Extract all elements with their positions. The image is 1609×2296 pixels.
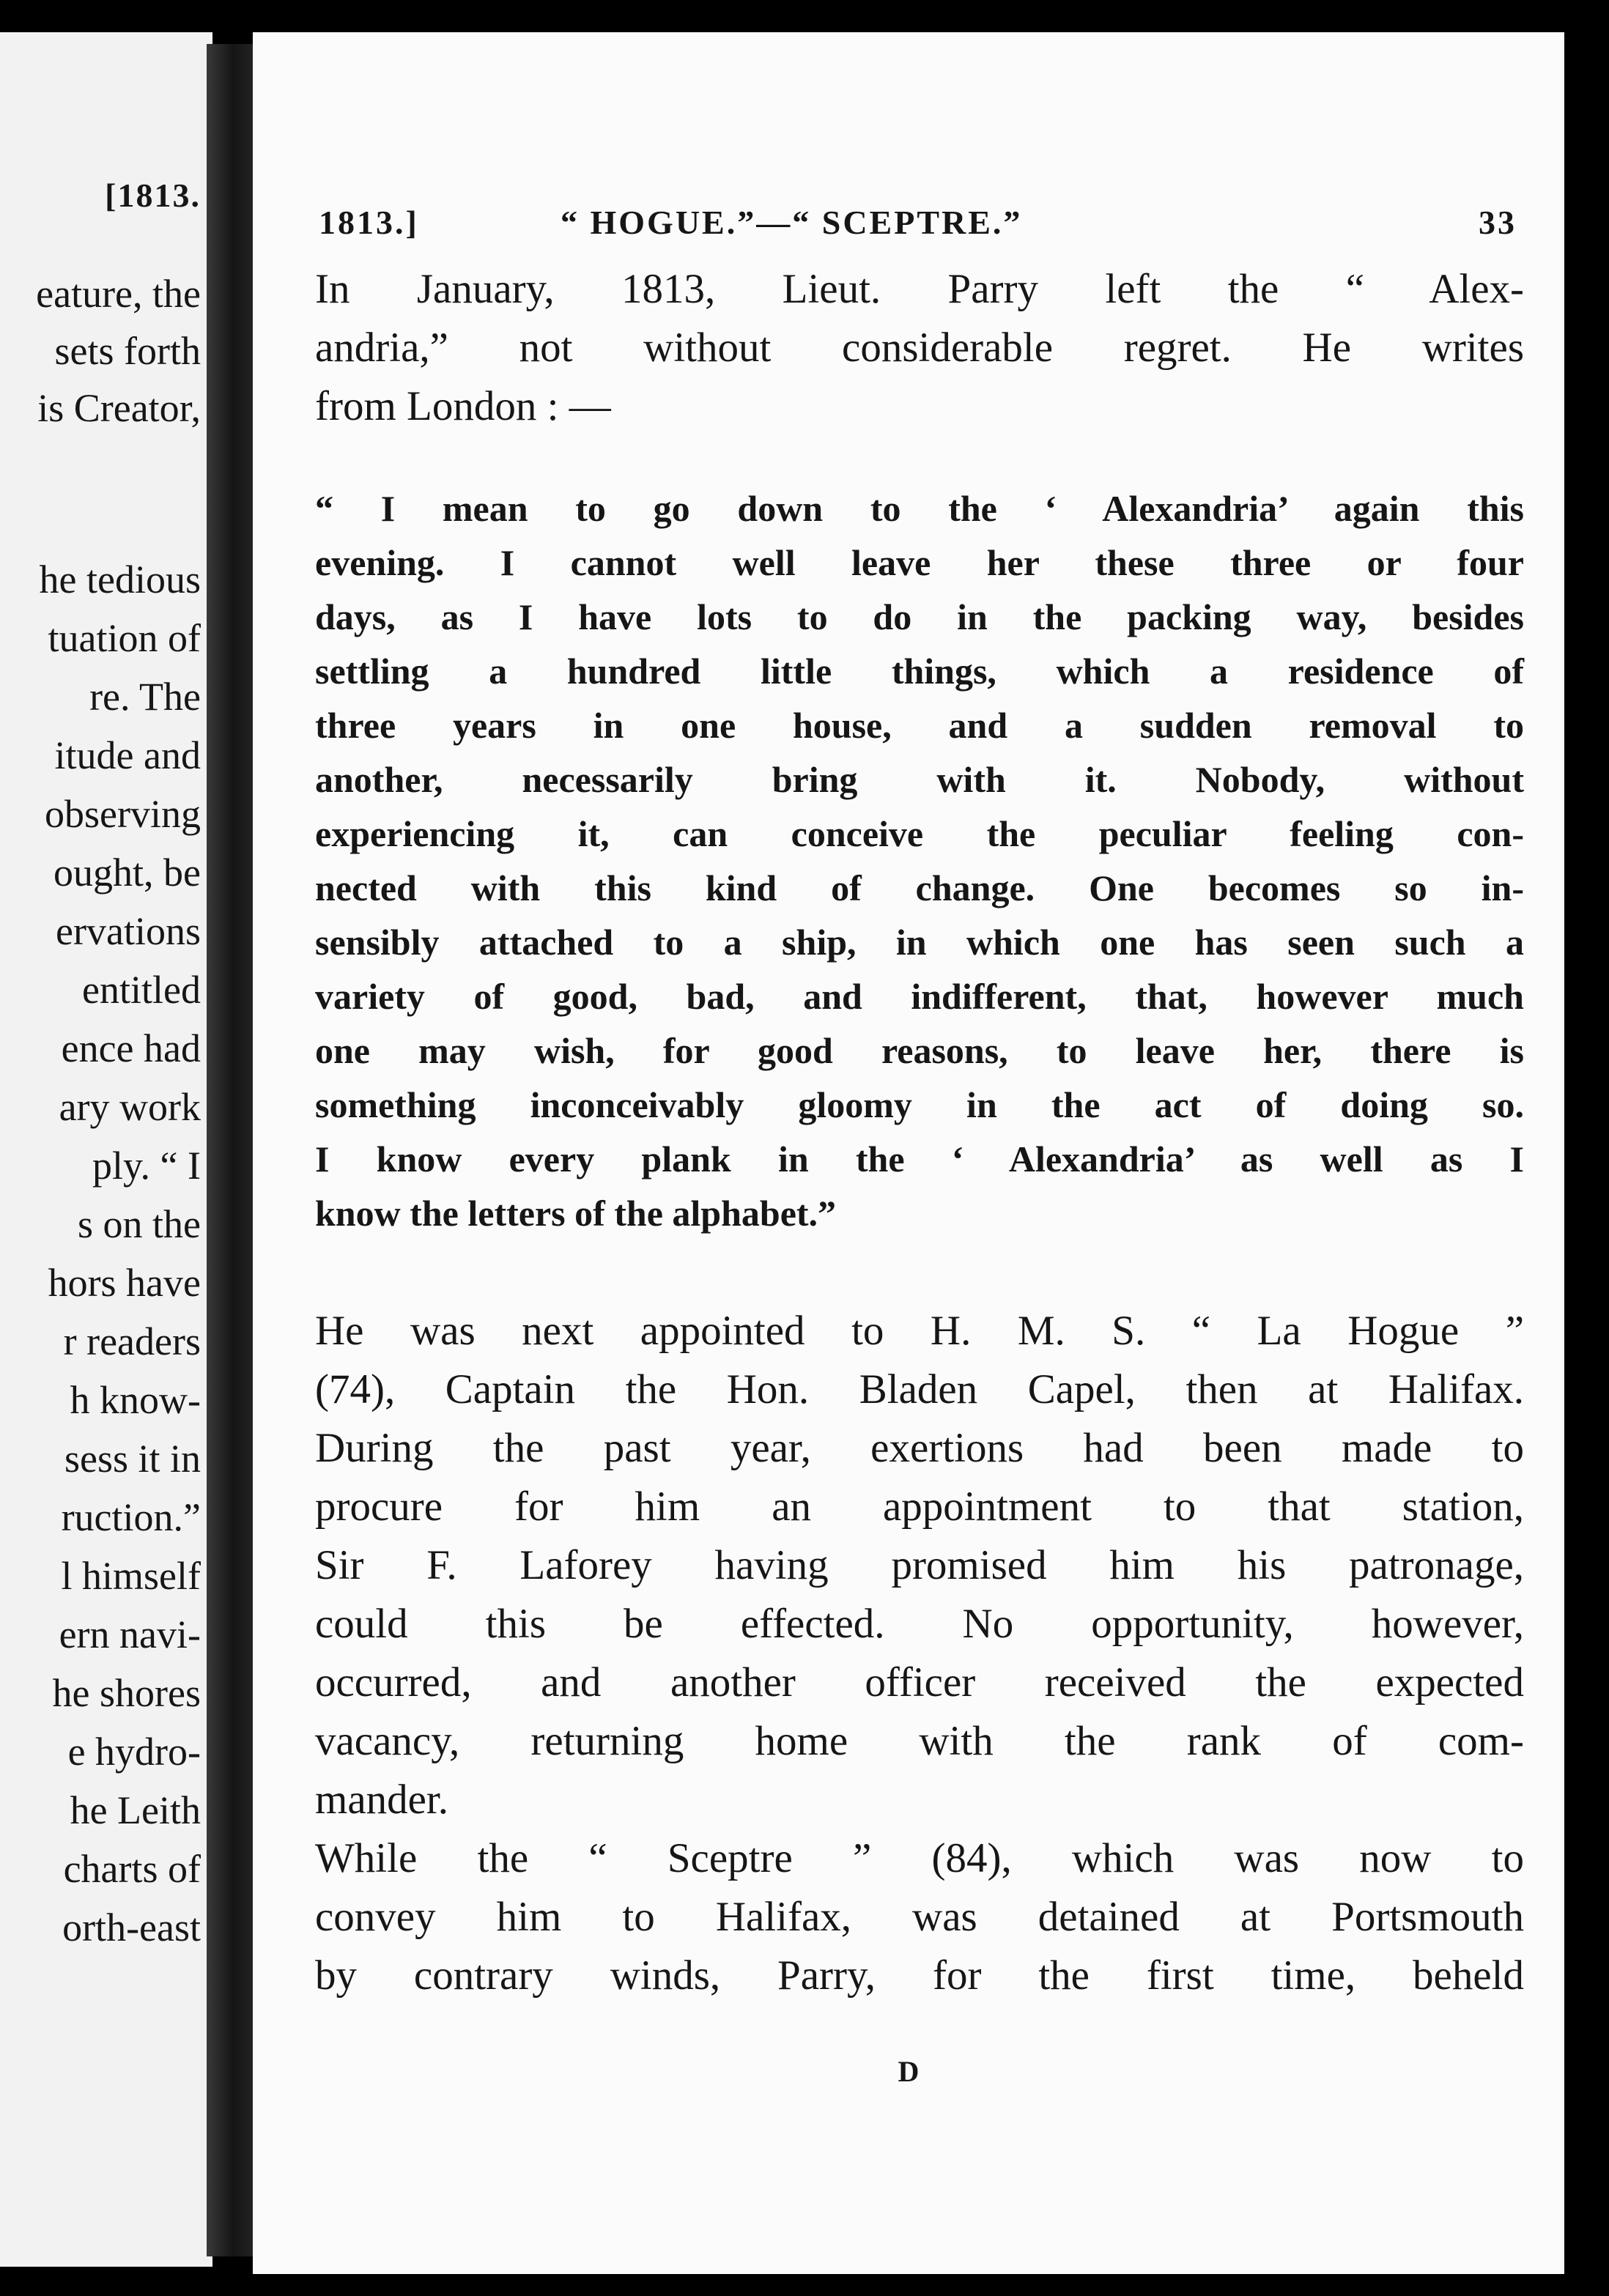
quote-line: know the letters of the alphabet.”: [315, 1193, 837, 1234]
left-line: he tedious: [39, 558, 201, 601]
text-line: Sir F. Laforey having promised him his patronage,: [315, 1542, 1524, 1588]
left-line: h know-: [70, 1378, 201, 1422]
left-line: ply. “ I: [92, 1144, 201, 1188]
left-line: sets forth: [54, 329, 201, 373]
left-line: charts of: [63, 1847, 201, 1891]
text-line: He was next appointed to H. M. S. “ La Hogue ”: [315, 1308, 1524, 1354]
left-line: ervations: [56, 909, 201, 953]
left-line: ought, be: [53, 851, 201, 895]
left-line: re. The: [89, 675, 201, 719]
left-line: r readers: [63, 1319, 201, 1363]
quote-line: another, necessarily bring with it. Nobody, without: [315, 759, 1524, 800]
quote-line: nected with this kind of change. One becomes so in-: [315, 867, 1524, 908]
quote-line: variety of good, bad, and indifferent, that, however much: [315, 976, 1524, 1017]
left-line: is Creator,: [37, 386, 201, 430]
text-line: by contrary winds, Parry, for the first time, beheld: [315, 1952, 1524, 1999]
left-line: s on the: [78, 1202, 201, 1246]
quote-line: settling a hundred little things, which a residence of: [315, 651, 1524, 692]
quote-line: days, as I have lots to do in the packing way, besides: [315, 596, 1524, 637]
text-line: convey him to Halifax, was detained at Portsmouth: [315, 1894, 1524, 1940]
text-line: During the past year, exertions had been made to: [315, 1425, 1524, 1471]
quote-line: one may wish, for good reasons, to leave her, there is: [315, 1030, 1524, 1071]
left-line: observing: [45, 792, 201, 836]
left-line: itude and: [54, 733, 201, 777]
left-page-fragment: [0, 32, 212, 2267]
text-line: In January, 1813, Lieut. Parry left the “ Alex-: [315, 266, 1524, 312]
left-line: ruction.”: [61, 1495, 201, 1539]
quote-line: I know every plank in the ‘ Alexandria’ as well as I: [315, 1138, 1524, 1180]
page-number: 33: [1479, 204, 1517, 241]
left-line: l himself: [61, 1554, 201, 1598]
quote-line: “ I mean to go down to the ‘ Alexandria’ again this: [315, 488, 1524, 529]
left-line: ary work: [59, 1085, 201, 1129]
quote-line: experiencing it, can conceive the peculiar feeling con-: [315, 813, 1524, 854]
left-line: eature, the: [36, 272, 201, 316]
text-line: andria,” not without considerable regret. He writes: [315, 325, 1524, 371]
right-page: [253, 32, 1564, 2274]
text-line: While the “ Sceptre ” (84), which was now to: [315, 1835, 1524, 1881]
quote-line: sensibly attached to a ship, in which one has seen such a: [315, 922, 1524, 963]
left-line: sess it in: [64, 1437, 201, 1481]
text-line: procure for him an appointment to that station,: [315, 1484, 1524, 1530]
left-line: he shores: [52, 1671, 201, 1715]
left-line: he Leith: [70, 1788, 201, 1832]
left-line: e hydro-: [67, 1730, 201, 1774]
text-line: occurred, and another officer received the expected: [315, 1659, 1524, 1706]
text-line: mander.: [315, 1777, 449, 1823]
text-line: (74), Captain the Hon. Bladen Capel, then at Halifax.: [315, 1366, 1524, 1412]
quote-line: evening. I cannot well leave her these three or four: [315, 542, 1524, 583]
left-line: hors have: [48, 1261, 201, 1305]
left-line: entitled: [82, 968, 201, 1012]
left-line: ern navi-: [59, 1612, 201, 1656]
running-head: [319, 201, 1517, 245]
text-line: from London : —: [315, 383, 611, 429]
left-page-header: [1813.: [105, 177, 201, 214]
running-head-title: “ HOGUE.”—“ SCEPTRE.”: [561, 204, 1023, 241]
text-line: vacancy, returning home with the rank of com-: [315, 1718, 1524, 1764]
left-line: tuation of: [48, 616, 201, 660]
left-line: ence had: [61, 1026, 201, 1070]
signature-mark: D: [898, 2055, 920, 2088]
quote-line: something inconceivably gloomy in the act of doing so.: [315, 1084, 1524, 1125]
running-head-year: 1813.]: [319, 204, 419, 241]
text-line: could this be effected. No opportunity, however,: [315, 1601, 1524, 1647]
left-line: orth-east: [62, 1906, 201, 1949]
quote-line: three years in one house, and a sudden removal to: [315, 705, 1524, 746]
